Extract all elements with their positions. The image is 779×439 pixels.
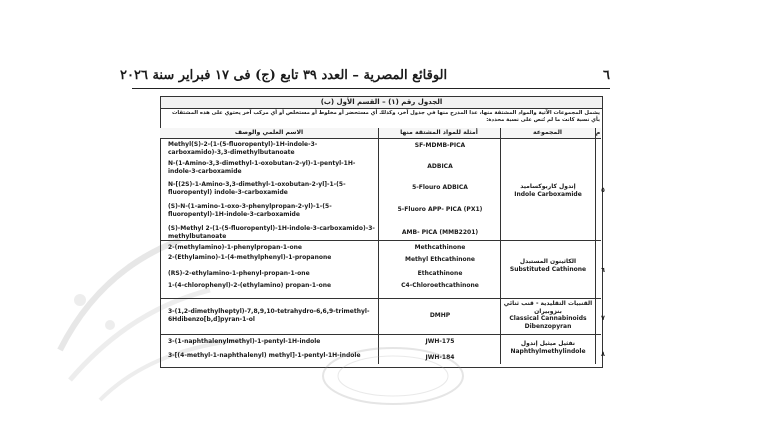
scientific-name: (S)-N-(1-amino-1-oxo-3-phenylpropan-2-yl)-1-(5-fluoropentyl)-1H-indole-3-carboxamide [168,203,332,218]
table-intro: يشمل المجموعات الآتية والمواد المشتقة منها، عدا المدرج منها في جدول آخر، وكذلك أي مستحضر أو مخلوط أو مستخلص أو أي مركب آخر يحتوي على هذه المشتقات بأي نسبة كانت ما لم تُنص على نسبة محددة: [172,110,600,123]
group-name-ar: نفثيل ميثيل إندول [520,340,576,347]
scientific-name: 2-(methylamino)-1-phenylpropan-1-one [168,244,302,251]
group-name-ar: إندول كاربوكساميد [520,183,576,190]
scientific-name: 3-(1-naphthalenylmethyl)-1-pentyl-1H-indole [168,338,321,345]
column-divider [378,128,379,364]
group-name-ar: الكاثينون المستبدل [519,258,577,265]
row-divider [160,334,601,335]
scientific-name: 3-[(4-methyl-1-naphthalenyl) methyl]-1-pentyl-1H-indole [168,352,361,359]
group-cell [502,340,594,355]
derivative-name: Methcathinone [414,244,466,251]
column-divider [500,128,501,364]
group-cell [502,258,594,273]
row-number: ٥ [601,186,605,194]
scientific-name: 3-(1,2-dimethylheptyl)-7,8,9,10-tetrahydro-6,6,9-trimethyl-6Hdibenzo[b,d]pyran-1-ol [168,308,370,323]
derivative-name: JWH-184 [425,354,455,361]
derivative-name: DMHP [429,312,451,319]
scientific-name: N-[(2S)-1-Amino-3,3-dimethyl-1-oxobutan-2-yl]-1-(5-fluoropentyl) indole-3-carboxamide [168,181,346,196]
group-name-en: Classical Cannabinoids Dibenzopyran [509,315,587,330]
header-text: الوقائع المصرية – العدد ٣٩ تابع (ج) فى ١٧ فبراير سنة ٢٠٢٦ [120,68,448,83]
column-header-derivatives: أمثلة للمواد المشتقة منها [378,128,500,139]
derivative-name: JWH-175 [425,338,455,345]
scientific-name: N-(1-Amino-3,3-dimethyl-1-oxobutan-2-yl)-1-pentyl-1H-indole-3-carboxamide [168,160,356,175]
row-divider [160,240,601,241]
group-cell [502,183,594,198]
page-header [120,68,610,86]
derivative-name: SF-MDMB-PICA [414,142,466,149]
derivative-name: 5-Fluoro APP- PICA (PX1) [397,206,483,213]
derivative-name: 5-Flouro ADBICA [412,184,468,191]
row-number: ٦ [601,266,605,274]
column-header-num: م [595,128,601,139]
group-name-en: Indole Carboxamide [514,190,582,198]
header-rule [132,88,610,89]
column-header-scientific: الاسم العلمي والوصف [160,128,378,139]
group-name-en: Substituted Cathinone [509,265,587,273]
scientific-name: (RS)-2-ethylamino-1-phenyl-propan-1-one [168,270,310,277]
row-number: ٨ [601,350,605,358]
table-title: الجدول رقم (١) – القسم الأول (ب) [161,97,602,109]
page-number: ٦ [603,68,610,83]
scientific-name: 2-(Ethylamino)-1-(4-methylphenyl)-1-propanone [168,254,332,261]
scientific-name: (S)-Methyl 2-(1-(5-fluoropentyl)-1H-indole-3-carboxamido)-3-methylbutanoate [168,225,375,240]
derivative-name: AMB- PICA (MMB2201) [401,229,479,236]
group-name-ar: القنبيات التقليدية - قنب ثنائي بنزوبيران [503,300,593,315]
derivative-name: Methyl Ethcathinone [404,256,475,263]
derivative-name: C4-Chloroethcathinone [401,282,479,289]
scientific-name: Methyl(S)-2-(1-(5-fluoropentyl)-1H-indole-3-carboxamido)-3,3-dimethylbutanoate [168,141,318,156]
scientific-name: 1-(4-chlorophenyl)-2-(ethylamino) propan-1-one [168,282,332,289]
column-divider [595,128,596,364]
row-number: ٧ [601,314,605,322]
derivative-name: ADBICA [427,163,453,170]
derivative-name: Ethcathinone [417,270,463,277]
row-divider [160,298,601,299]
column-header-group: المجموعة [500,128,595,139]
group-cell [502,300,594,330]
group-name-en: Naphthylmethylindole [510,347,586,355]
faded-stamp [318,336,468,406]
